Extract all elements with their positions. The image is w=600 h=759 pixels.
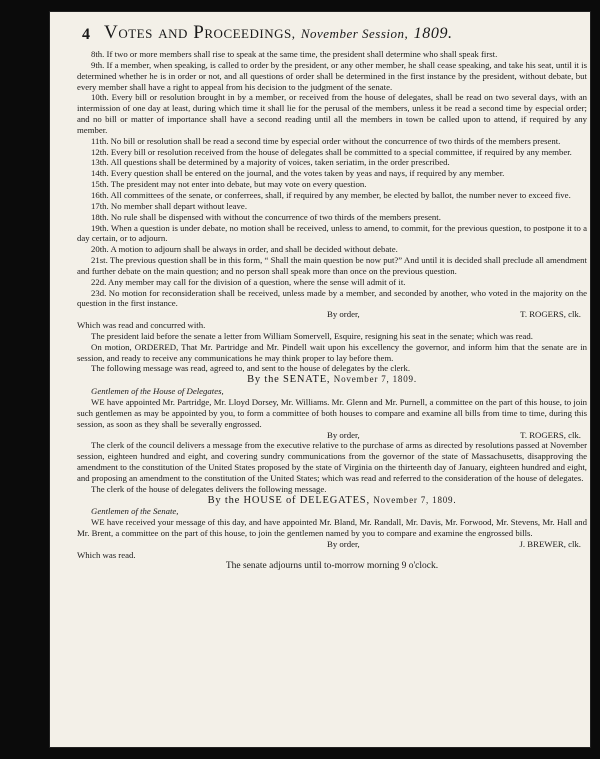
rule-20: 20th. A motion to adjourn shall be always in order, and shall be decided without debate. [91, 244, 398, 255]
by-senate-b: SENATE, [283, 374, 331, 386]
by-house-date: November 7, 1809. [373, 494, 457, 505]
read-concurred: Which was read and concurred with. [77, 320, 206, 331]
which-read: Which was read. [77, 549, 136, 560]
adjourn-note: The senate adjourns until to-morrow morning 9 o'clock. [225, 560, 439, 571]
document-page [50, 12, 590, 747]
title-roceedings: ROCEEDINGS, [204, 26, 296, 41]
by-order-2: By order, [327, 429, 360, 440]
rule-10: 10th. Every bill or resolution brought in by a member, or received from the house of delegates, shall be read on two several days, with an intermission of one day at least, during which time it shall lie for the perusal of the members, unless it be read a second time by especial order; and no bill or matter of importance shall have a second reading until all the members in town be called upon to attend, if required by any member. [77, 92, 587, 135]
somervell-letter: The president laid before the senate a letter from William Somervell, Esquire, resigning his seat in the senate; which was read. [91, 330, 533, 341]
title-year: 1809. [413, 25, 453, 42]
house-message: WE have received your message of this day, and have appointed Mr. Bland, Mr. Randall, Mr. Davis, Mr. Forwood, Mr. Stevens, Mr. Hall and Mr. Brent, a committee on the part of this house, to join the gentlemen named by you to compare and examine the engrossed bills. [77, 517, 587, 539]
rule-13: 13th. All questions shall be determined by a majority of voices, taken seriatim, in the order prescribed. [91, 157, 450, 168]
by-order-block-3 [77, 539, 587, 550]
message-sent: The following message was read, agreed to, and sent to the house of delegates by the clerk. [91, 363, 411, 374]
title-otes: OTES [118, 26, 153, 41]
rule-17: 17th. No member shall depart without leave. [91, 200, 248, 211]
council-message: The clerk of the council delivers a message from the executive relative to the purchase of arms as directed by resolutions passed at November session, eighteen hundred and eight, and covering sundry communications from the governor of the state of Massachusetts, disapproving the amendment to the constitution of the United States proposed by the state of Virginia on the thirteenth day of January, eighteen hundred and eight, and proposing an amendment to the constitution of the United States; which was read and referred to the consideration of the house of delegates. [77, 440, 587, 483]
page-number: 4 [82, 26, 90, 43]
rule-9: 9th. If a member, when speaking, is called to order by the president, or any other member, he shall cease speaking, and take his seat, until it is determined whether he is in order or not, and all questions of order shall be determined in the first instance by the president, without debate, but every member shall have a right to appeal from his decision to the judgment of the senate. [77, 59, 587, 92]
motion-ordered: On motion, ORDERED, That Mr. Partridge and Mr. Pindell wait upon his excellency the governor, and inform him that the senate are in session, and ready to receive any communications he may think proper to lay before them. [77, 341, 587, 363]
rule-14: 14th. Every question shall be entered on the journal, and the votes taken by yeas and nays, if required by any member. [91, 168, 505, 179]
rule-16: 16th. All committees of the senate, or conferrees, shall, if required by any member, be elected by ballot, the number never to exceed five. [91, 189, 571, 200]
rule-15: 15th. The president may not enter into debate, but may vote on every question. [91, 179, 367, 190]
rule-8: 8th. If two or more members shall rise to speak at the same time, the president shall determine who shall speak first. [91, 49, 498, 59]
rule-11: 11th. No bill or resolution shall be read a second time by especial order without the concurrence of two thirds of the members present. [91, 135, 561, 146]
gentlemen-delegates: Gentlemen of the House of Delegates, [91, 386, 224, 397]
rule-21: 21st. The previous question shall be in this form, “ Shall the main question be now put?” And until it is decided shall preclude all amendment and further debate on the main question; and no person shall speak more than once on the previous question. [77, 255, 587, 276]
rule-23: 23d. No motion for reconsideration shall be received, unless made by a member, and seconded by another, who voted in the majority on the question in the first instance. [77, 287, 587, 309]
by-house-heading [77, 495, 587, 507]
by-order-block-1 [77, 309, 587, 320]
page-title [104, 22, 574, 44]
by-order-block-2 [77, 430, 587, 441]
rule-12: 12th. Every bill or resolution received from the house of delegates shall be committed to a special committee, if required by any member. [91, 146, 572, 157]
title-and: AND [158, 26, 188, 41]
by-senate-date: November 7, 1809. [333, 374, 417, 385]
title-p: P [193, 22, 205, 43]
by-senate-heading [77, 374, 587, 386]
document-body [77, 49, 587, 572]
by-house-a: By the [207, 494, 241, 506]
clerk-house: The clerk of the house of delegates delivers the following message. [91, 483, 327, 494]
title-v: V [104, 22, 119, 43]
title-session: November Session, [300, 26, 409, 41]
by-senate-a: By the [247, 374, 280, 386]
by-order-3: By order, [327, 538, 360, 549]
by-house-b: HOUSE of DELEGATES, [243, 494, 370, 506]
gentlemen-senate: Gentlemen of the Senate, [91, 506, 179, 517]
rule-19: 19th. When a question is under debate, no motion shall be received, unless to amend, to commit, for the previous question, to postpone it to a day certain, or to adjourn. [77, 222, 587, 244]
signature-rogers-2: T. ROGERS, clk. [520, 429, 581, 440]
rule-22: 22d. Any member may call for the division of a question, where the sense will admit of it. [91, 276, 406, 287]
by-order-1: By order, [327, 309, 360, 320]
senate-message: WE have appointed Mr. Partridge, Mr. Lloyd Dorsey, Mr. Williams. Mr. Glenn and Mr. Purnell, a committee on the part of this house, to join such gentlemen as may be appointed by you, to form a committee of both houses to compare and examine all bills from time to time, during this session, as soon as they shall be severally engrossed. [77, 397, 587, 429]
signature-brewer: J. BREWER, clk. [519, 538, 581, 549]
signature-rogers-1: T. ROGERS, clk. [520, 309, 581, 320]
rule-18: 18th. No rule shall be dispensed with without the concurrence of two thirds of the members present. [91, 211, 441, 222]
page-header [50, 22, 590, 48]
